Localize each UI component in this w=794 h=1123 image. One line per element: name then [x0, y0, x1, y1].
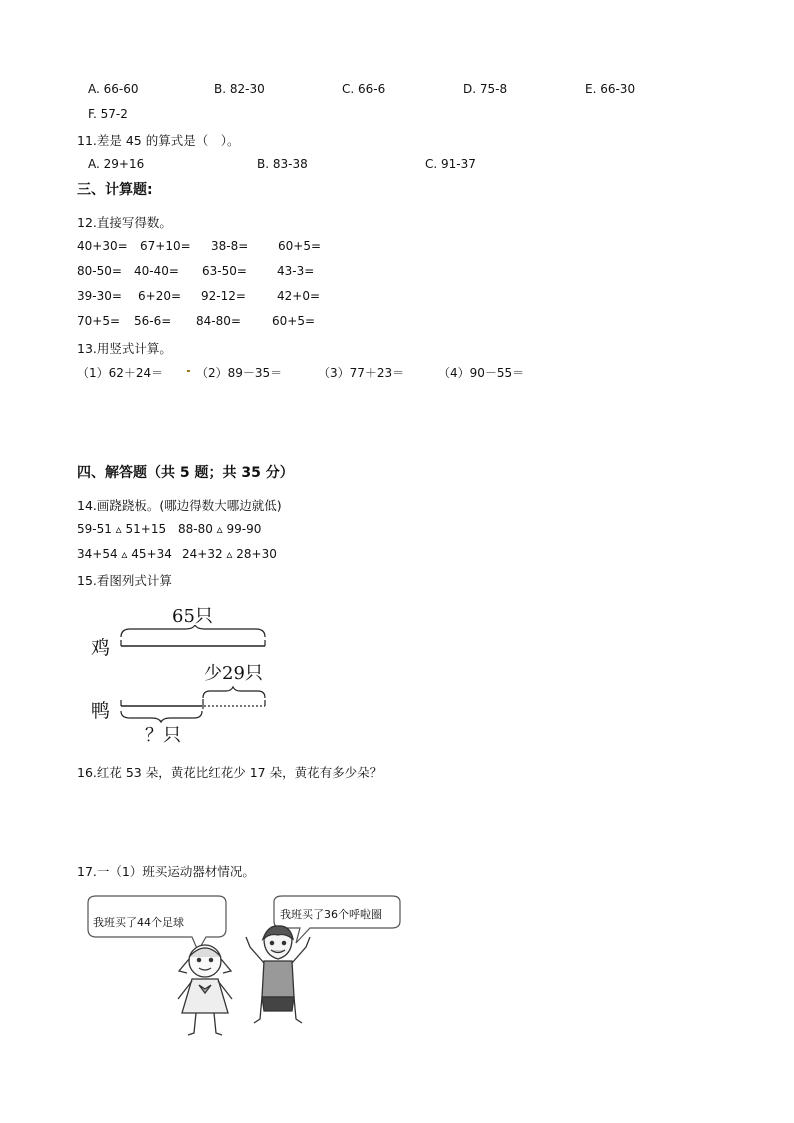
q13-question: 13.用竖式计算。	[77, 341, 172, 356]
chicken-brace	[121, 625, 265, 637]
q10-option-f: F. 57-2	[88, 107, 128, 121]
q12-cell: 56-6=	[134, 314, 172, 328]
section3-title: 三、计算题:	[77, 182, 153, 198]
chicken-count-label: 65只	[172, 606, 213, 627]
q15-question: 15.看图列式计算	[77, 573, 172, 588]
q12-cell: 38-8=	[211, 239, 249, 253]
q10-option-c: C. 66-6	[342, 82, 386, 96]
q13-item-2: （2）89－35＝	[196, 366, 283, 380]
boy-figure	[246, 926, 310, 1023]
q14-item: 59-51 ▵ 51+15	[77, 522, 167, 536]
q11-option-a: A. 29+16	[88, 157, 145, 171]
q12-cell: 40-40=	[134, 264, 179, 278]
stray-mark	[187, 370, 190, 372]
q14-item: 24+32 ▵ 28+30	[182, 547, 277, 561]
duck-label: 鸭	[91, 700, 111, 722]
q14-item: 88-80 ▵ 99-90	[178, 522, 262, 536]
q10-option-a: A. 66-60	[88, 82, 139, 96]
q13-item-3: （3）77＋23＝	[318, 366, 405, 380]
boy-speech-text: 我班买了36个呼啦圈	[280, 908, 382, 921]
q14-question: 14.画跷跷板。(哪边得数大哪边就低)	[77, 498, 282, 513]
q12-cell: 43-3=	[277, 264, 315, 278]
q12-cell: 40+30=	[77, 239, 128, 253]
q17-question: 17.一（1）班买运动器材情况。	[77, 864, 255, 879]
q11-question: 11.差是 45 的算式是（ ）。	[77, 133, 240, 148]
girl-figure	[178, 945, 232, 1035]
q10-option-b: B. 82-30	[214, 82, 265, 96]
q12-cell: 80-50=	[77, 264, 122, 278]
q16-question: 16.红花 53 朵，黄花比红花少 17 朵，黄花有多少朵？	[77, 765, 383, 780]
section4-title: 四、解答题（共 5 题；共 35 分）	[77, 465, 294, 481]
q13-item-1: （1）62＋24＝	[77, 366, 164, 380]
q12-cell: 67+10=	[140, 239, 191, 253]
q10-option-d: D. 75-8	[463, 82, 508, 96]
q12-cell: 6+20=	[138, 289, 182, 303]
q12-cell: 70+5=	[77, 314, 121, 328]
less-brace	[203, 687, 265, 698]
q12-cell: 39-30=	[77, 289, 122, 303]
q13-item-4: （4）90－55＝	[438, 366, 525, 380]
q12-cell: 84-80=	[196, 314, 241, 328]
q11-option-b: B. 83-38	[257, 157, 308, 171]
q12-cell: 60+5=	[278, 239, 322, 253]
q12-cell: 60+5=	[272, 314, 316, 328]
q12-question: 12.直接写得数。	[77, 215, 172, 230]
duck-brace	[121, 711, 202, 722]
q10-option-e: E. 66-30	[585, 82, 636, 96]
bar-diagram	[110, 625, 280, 725]
less-label: 少29只	[204, 663, 263, 684]
chicken-label: 鸡	[91, 637, 111, 659]
q14-item: 34+54 ▵ 45+34	[77, 547, 172, 561]
q12-cell: 92-12=	[201, 289, 246, 303]
q11-option-c: C. 91-37	[425, 157, 476, 171]
girl-speech-text: 我班买了44个足球	[93, 916, 184, 929]
unknown-count-label: ？只	[145, 725, 181, 746]
q12-cell: 42+0=	[277, 289, 321, 303]
q12-cell: 63-50=	[202, 264, 247, 278]
